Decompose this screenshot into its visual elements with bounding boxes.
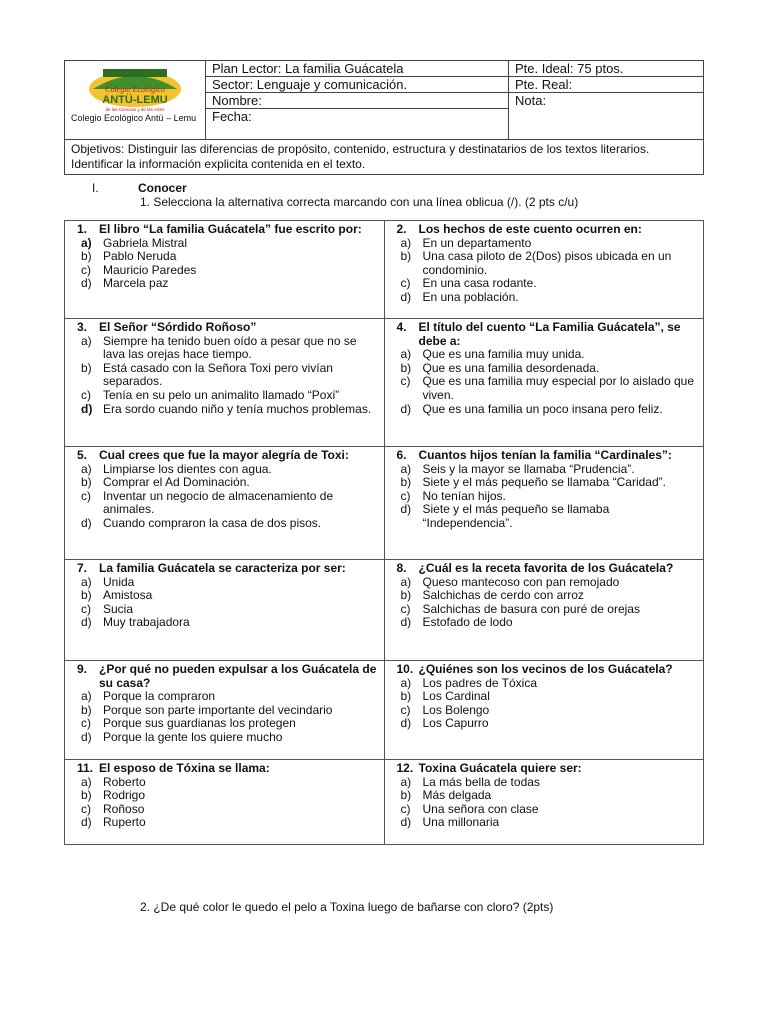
answer-option[interactable] [401,717,698,731]
answer-option[interactable] [401,375,698,402]
option-letter: a) [81,774,92,789]
question-cell [65,760,385,845]
option-letter: a) [400,774,412,789]
question-header [77,663,378,690]
option-text: Amistosa [103,588,153,603]
option-letter: c) [400,276,411,291]
answer-option[interactable] [81,517,378,531]
option-list [397,237,698,305]
option-letter: c) [81,262,91,277]
option-text: Los Capurro [422,716,489,731]
option-letter: a) [81,461,92,476]
option-text: En una población. [422,289,519,304]
answer-option[interactable] [401,291,698,305]
answer-option[interactable] [81,816,378,830]
answer-option[interactable] [401,789,698,803]
answer-option[interactable] [81,277,378,291]
answer-option[interactable] [81,237,378,251]
option-letter: c) [81,387,91,402]
nota-field[interactable]: Nota: [509,93,704,140]
question-text: Toxina Guácatela quiere ser: [418,761,582,775]
question-cell [65,221,385,319]
option-list [77,776,378,830]
question-row [65,760,704,845]
option-text: Más delgada [422,788,492,803]
answer-option[interactable] [81,476,378,490]
option-list [397,576,698,630]
answer-option[interactable] [401,677,698,691]
option-letter: d) [400,815,412,830]
answer-option[interactable] [81,731,378,745]
answer-option[interactable] [401,603,698,617]
question-text: ¿Cuál es la receta favorita de los Guácatela? [418,561,674,575]
answer-option[interactable] [401,690,698,704]
answer-option[interactable] [401,503,698,530]
question-text: El Señor “Sórdido Roñoso” [99,320,257,334]
option-letter: a) [400,347,412,362]
answer-option[interactable] [401,776,698,790]
option-text: Una casa piloto de 2(Dos) pisos ubicada en un condominio. [422,249,672,277]
pte-real: Pte. Real: [509,77,704,93]
question-cell [384,447,704,560]
answer-option[interactable] [401,616,698,630]
answer-option[interactable] [401,476,698,490]
option-letter: c) [81,488,91,503]
option-text: Una señora con clase [422,801,539,816]
option-text: En una casa rodante. [422,276,537,291]
answer-option[interactable] [81,403,378,417]
answer-option[interactable] [81,603,378,617]
option-letter: b) [400,689,412,704]
option-text: Porque son parte importante del vecindario [103,702,333,717]
answer-option[interactable] [401,576,698,590]
option-text: Queso mantecoso con pan remojado [422,574,620,589]
answer-option[interactable] [81,717,378,731]
option-text: Siempre ha tenido buen oído a pesar que no se lava las orejas hace tiempo. [103,333,357,362]
option-letter: a) [81,333,92,348]
option-text: Salchichas de cerdo con arroz [422,588,584,603]
question-cell [65,661,385,760]
option-text: En un departamento [422,235,532,250]
option-letter: b) [81,702,92,717]
option-text: Limpiarse los dientes con agua. [103,461,272,476]
option-text: Está casado con la Señora Toxi pero vivían separados. [103,360,333,389]
question-header [77,762,378,776]
option-text: Sucia [103,601,134,616]
nombre-field[interactable]: Nombre: [206,93,509,109]
option-text: Muy trabajadora [103,615,190,630]
option-letter: a) [81,689,92,704]
option-text: La más bella de todas [422,774,540,789]
option-text: Los Cardinal [422,689,490,704]
objetivos: Objetivos: Distinguir las diferencias de propósito, contenido, estructura y destinatarios de los textos literarios. Identificar la información explicita contenida en el texto. [65,140,704,175]
option-letter: c) [81,716,91,731]
option-letter: b) [81,360,92,375]
answer-option[interactable] [401,589,698,603]
question-row [65,319,704,447]
option-text: Que es una familia muy unida. [422,347,585,362]
question-grid [64,220,704,845]
pte-ideal: Pte. Ideal: 75 ptos. [509,61,704,77]
question-number: 9. [77,662,88,676]
option-letter: a) [81,235,92,250]
answer-option[interactable] [401,816,698,830]
option-text: Tenía en su pelo un animalito llamado “Poxi” [103,387,340,402]
option-text: Seis y la mayor se llamaba “Prudencia”. [422,461,635,476]
option-text: Unida [103,574,135,589]
answer-option[interactable] [81,789,378,803]
answer-option[interactable] [401,237,698,251]
option-letter: b) [400,249,412,264]
question-cell [384,661,704,760]
logo-line2: ANTÜ-LEMU [102,94,168,106]
option-list [77,576,378,630]
option-letter: c) [400,702,411,717]
question-number: 5. [77,448,88,462]
option-letter: b) [400,475,412,490]
answer-option[interactable] [81,704,378,718]
option-list [77,237,378,291]
answer-option[interactable] [401,704,698,718]
option-text: Porque la compraron [103,689,216,704]
question-cell [65,319,385,447]
answer-option[interactable] [401,490,698,504]
question-text: El título del cuento “La Familia Guácatela”, se debe a: [418,320,681,348]
question-cell [65,447,385,560]
answer-option[interactable] [81,463,378,477]
question-header [397,223,698,237]
option-letter: d) [400,289,412,304]
question-cell [384,319,704,447]
option-letter: a) [400,675,412,690]
question-number: 4. [396,320,407,334]
option-letter: a) [400,235,412,250]
answer-option[interactable] [81,250,378,264]
question-text: Los hechos de este cuento ocurren en: [418,222,642,236]
answer-option[interactable] [401,403,698,417]
option-text: Siete y el más pequeño se llamaba “Independencia”. [422,502,610,530]
question-text: La familia Guácatela se caracteriza por ser: [99,561,346,575]
answer-option[interactable] [81,690,378,704]
question-row [65,560,704,661]
answer-option[interactable] [401,463,698,477]
answer-option[interactable] [401,348,698,362]
question-header [397,663,698,677]
option-text: Comprar el Ad Dominación. [103,475,250,490]
question-header [397,762,698,776]
answer-option[interactable] [401,803,698,817]
question-text: ¿Quiénes son los vecinos de los Guácatela? [418,662,673,676]
answer-option[interactable] [81,264,378,278]
sector: Sector: Lenguaje y comunicación. [206,77,509,93]
option-text: Roberto [103,774,146,789]
option-letter: d) [81,615,92,630]
plan-lector: Plan Lector: La familia Guácatela [206,61,509,77]
option-list [397,677,698,731]
option-text: Porque sus guardianas los protegen [103,716,296,731]
option-letter: d) [400,502,412,517]
answer-option[interactable] [81,335,378,362]
option-letter: b) [81,788,92,803]
question-number: 12. [396,761,414,775]
option-letter: b) [400,788,412,803]
option-letter: b) [81,249,92,264]
question-text: El libro “La familia Guácatela” fue escrito por: [99,222,362,236]
option-text: No tenían hijos. [422,488,506,503]
question-number: 6. [396,448,407,462]
section-roman: I. [92,181,99,195]
logo-caption: Colegio Ecológico Antü – Lemu [71,113,197,123]
question-number: 3. [77,320,88,334]
school-logo [83,67,187,115]
option-letter: d) [81,276,92,291]
option-letter: d) [81,729,92,744]
option-list [77,690,378,744]
option-text: Inventar un negocio de almacenamiento de animales. [103,488,334,517]
option-list [77,463,378,531]
option-text: Rodrigo [103,788,146,803]
answer-option[interactable] [81,490,378,517]
answer-option[interactable] [401,250,698,277]
header-table [64,60,704,175]
question-text: El esposo de Tóxina se llama: [99,761,270,775]
option-letter: d) [400,716,412,731]
option-text: Los padres de Tóxica [422,675,538,690]
question-row [65,447,704,560]
fecha-field[interactable]: Fecha: [206,109,509,140]
option-text: Cuando compraron la casa de dos pisos. [103,515,322,530]
option-letter: a) [400,461,412,476]
option-letter: d) [400,401,412,416]
option-text: Salchichas de basura con puré de orejas [422,601,640,616]
option-list [397,776,698,830]
question-cell [384,221,704,319]
question-number: 2. [396,222,407,236]
option-text: Siete y el más pequeño se llamaba “Caridad”. [422,475,666,490]
answer-option[interactable] [81,803,378,817]
question-text: ¿Por qué no pueden expulsar a los Guácatela de su casa? [99,662,377,690]
option-text: Era sordo cuando niño y tenía muchos problemas. [103,401,372,416]
question-header [397,449,698,463]
logo-line1: Colegio Ecológico [105,85,165,94]
option-list [397,463,698,531]
question-text: Cual crees que fue la mayor alegría de Toxi: [99,448,349,462]
option-letter: d) [400,615,412,630]
answer-option[interactable] [81,616,378,630]
question-row [65,661,704,760]
option-letter: c) [400,488,411,503]
option-text: Que es una familia un poco insana pero feliz. [422,401,663,416]
option-text: Porque la gente los quiere mucho [103,729,283,744]
section-title: Conocer [138,181,187,195]
instruction: 1. Selecciona la alternativa correcta marcando con una línea oblicua (/). (2 pts c/u) [140,195,579,209]
option-text: Pablo Neruda [103,249,177,264]
option-text: Mauricio Paredes [103,262,197,277]
option-text: Los Bolengo [422,702,490,717]
question-header [77,321,378,335]
option-letter: b) [81,475,92,490]
option-letter: d) [81,515,92,530]
option-letter: c) [81,601,91,616]
option-text: Que es una familia muy especial por lo aislado que viven. [422,374,694,402]
question-number: 11. [77,761,94,775]
option-text: Que es una familia desordenada. [422,360,600,375]
question-header [77,449,378,463]
option-list [397,348,698,416]
option-letter: b) [400,588,412,603]
question-cell [65,560,385,661]
question-number: 8. [396,561,407,575]
option-letter: c) [400,601,411,616]
option-letter: b) [81,588,92,603]
question-row [65,221,704,319]
question-cell [384,560,704,661]
logo-cell [65,61,206,140]
logo-tagline: de las Ciencias y de las Artes [105,107,165,112]
option-letter: a) [81,574,92,589]
option-letter: b) [400,360,412,375]
question-2-prompt: 2. ¿De qué color le quedo el pelo a Toxina luego de bañarse con cloro? (2pts) [140,900,554,914]
question-number: 1. [77,222,88,236]
question-header [397,321,698,348]
question-header [77,223,378,237]
option-text: Roñoso [103,801,145,816]
answer-option[interactable] [401,277,698,291]
option-letter: c) [81,801,91,816]
answer-option[interactable] [81,362,378,389]
option-text: Estofado de lodo [422,615,513,630]
option-text: Ruperto [103,815,146,830]
answer-option[interactable] [401,362,698,376]
option-letter: a) [400,574,412,589]
question-header [397,562,698,576]
option-letter: c) [400,374,411,389]
question-number: 7. [77,561,88,575]
section-heading [92,181,187,195]
answer-option[interactable] [81,576,378,590]
question-text: Cuantos hijos tenían la familia “Cardinales”: [418,448,672,462]
question-header [77,562,378,576]
question-cell [384,760,704,845]
option-text: Marcela paz [103,276,169,291]
option-text: Una millonaria [422,815,500,830]
answer-option[interactable] [81,776,378,790]
option-letter: c) [400,801,411,816]
option-letter: d) [81,401,93,416]
option-list [77,335,378,417]
option-text: Gabriela Mistral [103,235,188,250]
option-letter: d) [81,815,92,830]
answer-option[interactable] [81,389,378,403]
question-number: 10. [396,662,414,676]
answer-option[interactable] [81,589,378,603]
